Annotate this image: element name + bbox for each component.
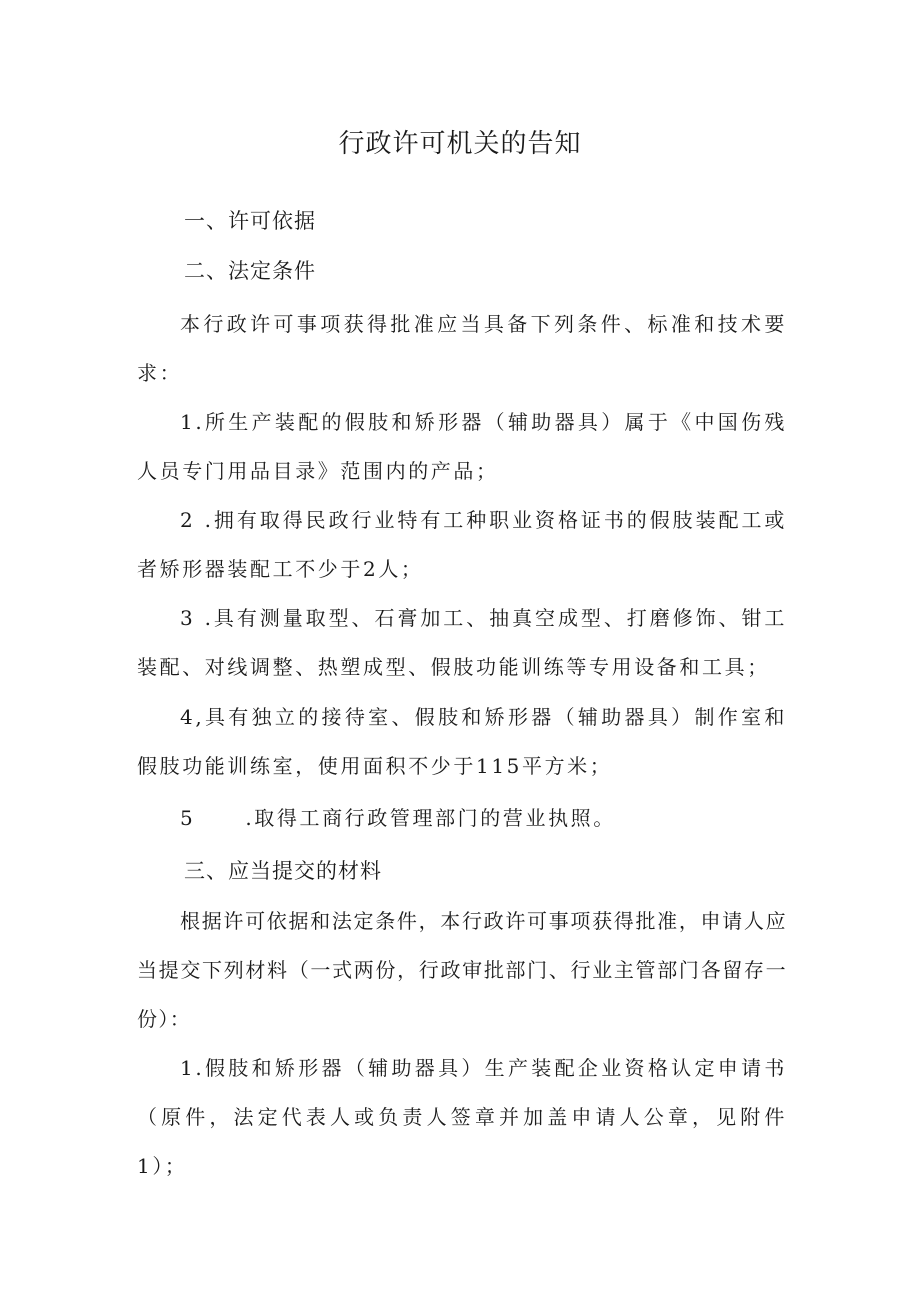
condition-item-5-text: .取得工商行政管理部门的营业执照。 bbox=[245, 806, 616, 830]
section-heading-materials: 三、应当提交的材料 bbox=[184, 859, 382, 883]
section-heading-conditions: 二、法定条件 bbox=[184, 259, 316, 283]
materials-intro-paragraph: 根据许可依据和法定条件，本行政许可事项获得批准，申请人应当提交下列材料（一式两份，行政审批部门、行业主管部门各留存一份）： bbox=[137, 909, 787, 1031]
condition-item-5-number: 5 bbox=[180, 806, 196, 830]
condition-item-2: 2 .拥有取得民政行业特有工种职业资格证书的假肢装配工或者矫形器装配工不少于2人； bbox=[137, 508, 787, 581]
condition-item-4: 4,具有独立的接待室、假肢和矫形器（辅助器具）制作室和假肢功能训练室，使用面积不少于115平方米； bbox=[137, 705, 787, 778]
condition-item-5 bbox=[137, 794, 787, 843]
condition-item-1: 1.所生产装配的假肢和矫形器（辅助器具）属于《中国伤残人员专门用品目录》范围内的产品； bbox=[137, 410, 787, 483]
materials-item-1: 1.假肢和矫形器（辅助器具）生产装配企业资格认定申请书（原件，法定代表人或负责人签章并加盖申请人公章，见附件1）； bbox=[137, 1056, 787, 1178]
section-heading-basis: 一、许可依据 bbox=[184, 209, 316, 233]
condition-item-3: 3 .具有测量取型、石膏加工、抽真空成型、打磨修饰、钳工装配、对线调整、热塑成型、假肢功能训练等专用设备和工具； bbox=[137, 606, 787, 679]
document-title: 行政许可机关的告知 bbox=[338, 129, 582, 159]
conditions-intro-paragraph: 本行政许可事项获得批准应当具备下列条件、标准和技术要求： bbox=[137, 312, 787, 385]
